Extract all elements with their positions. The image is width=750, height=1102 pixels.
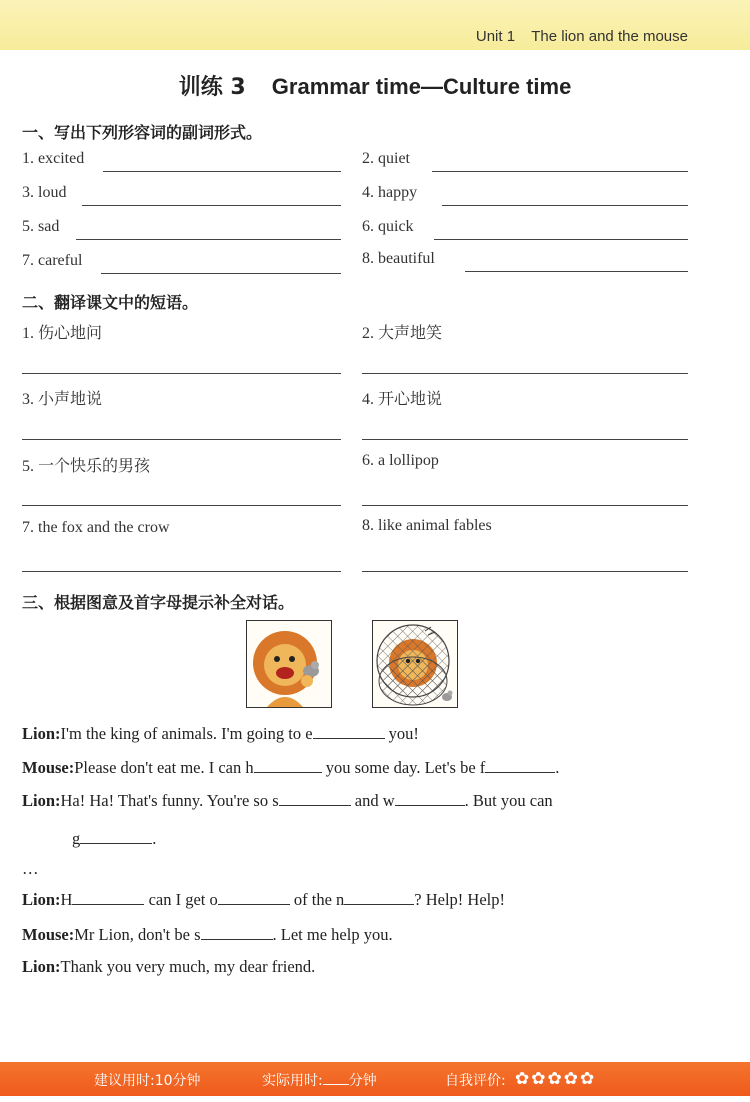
adjective-item: 6. quick <box>362 218 414 235</box>
lion-holding-mouse-picture <box>246 620 332 708</box>
flower-icon[interactable]: ✿ <box>563 1069 578 1089</box>
adjective-item: 2. quiet <box>362 150 410 167</box>
dialogue-line: Lion:I'm the king of animals. I'm going to e you! <box>22 724 419 743</box>
fill-blank[interactable] <box>279 791 351 806</box>
adjective-item: 1. excited <box>22 150 85 167</box>
phrase-item: 2. 大声地笑 <box>362 323 443 342</box>
flower-icon[interactable]: ✿ <box>515 1069 530 1089</box>
dialogue-line: Mouse:Please don't eat me. I can h you some day. Let's be f . <box>22 758 560 777</box>
section-3-heading: 三、根据图意及首字母提示补全对话。 <box>22 593 295 612</box>
speaker: Lion: <box>22 724 61 743</box>
unit-label: Unit 1 <box>475 28 516 45</box>
running-header <box>476 28 688 45</box>
dialogue-line: Lion:Thank you very much, my dear friend. <box>22 957 316 976</box>
phrase-item: 5. 一个快乐的男孩 <box>22 456 151 475</box>
answer-line[interactable] <box>442 205 688 206</box>
answer-line[interactable] <box>362 439 688 440</box>
adjective-item: 4. happy <box>362 184 418 201</box>
flower-icon[interactable]: ✿ <box>580 1069 595 1089</box>
speaker: Lion: <box>22 791 61 810</box>
lesson-topic: Grammar time—Culture time <box>271 74 572 99</box>
dialogue-line: Lion:Ha! Ha! That's funny. You're so s and w . But you can <box>22 791 553 810</box>
fill-blank[interactable] <box>485 758 555 773</box>
speaker: Mouse: <box>22 925 75 944</box>
fill-blank[interactable] <box>395 791 465 806</box>
adjective-item: 8. beautiful <box>362 250 435 267</box>
fill-blank[interactable] <box>201 925 273 940</box>
unit-title: The lion and the mouse <box>531 28 688 45</box>
phrase-item: 6. a lollipop <box>362 452 439 469</box>
section-2-heading: 二、翻译课文中的短语。 <box>22 293 199 312</box>
speaker: Mouse: <box>22 758 75 777</box>
answer-line[interactable] <box>101 273 341 274</box>
answer-line[interactable] <box>22 373 341 374</box>
lion-holding-mouse-icon <box>247 621 331 707</box>
actual-time-blank[interactable] <box>323 1072 349 1085</box>
answer-line[interactable] <box>434 239 688 240</box>
speaker: Lion: <box>22 957 61 976</box>
phrase-item: 7. the fox and the crow <box>22 519 170 536</box>
fill-blank[interactable] <box>254 758 322 773</box>
section-1-heading: 一、写出下列形容词的副词形式。 <box>22 123 263 142</box>
rating-stars[interactable] <box>515 1069 596 1089</box>
speaker: Lion: <box>22 890 61 909</box>
fill-blank[interactable] <box>344 890 414 905</box>
flower-icon[interactable]: ✿ <box>531 1069 546 1089</box>
dialogue-line: Mouse:Mr Lion, don't be s . Let me help you. <box>22 925 393 944</box>
self-eval-label: 自我评价: <box>445 1073 506 1089</box>
dialogue-line: Lion:H can I get o of the n ? Help! Help! <box>22 890 505 909</box>
fill-blank[interactable] <box>80 829 152 844</box>
suggested-time: 建议用时:10分钟 <box>94 1073 201 1089</box>
answer-line[interactable] <box>22 439 341 440</box>
ellipsis: … <box>22 859 39 878</box>
page-title <box>0 70 750 101</box>
phrase-item: 4. 开心地说 <box>362 389 443 408</box>
fill-blank[interactable] <box>218 890 290 905</box>
lion-in-net-icon <box>373 621 457 707</box>
answer-line[interactable] <box>465 271 688 272</box>
dialogue-line: g . <box>72 829 157 848</box>
phrase-item: 3. 小声地说 <box>22 389 103 408</box>
answer-line[interactable] <box>22 571 341 572</box>
phrase-item: 1. 伤心地问 <box>22 323 103 342</box>
answer-line[interactable] <box>22 505 341 506</box>
answer-line[interactable] <box>103 171 341 172</box>
fill-blank[interactable] <box>313 724 385 739</box>
answer-line[interactable] <box>362 373 688 374</box>
answer-line[interactable] <box>76 239 341 240</box>
answer-line[interactable] <box>82 205 341 206</box>
answer-line[interactable] <box>432 171 688 172</box>
actual-time: 实际用时: 分钟 <box>262 1073 377 1089</box>
phrase-item: 8. like animal fables <box>362 517 492 534</box>
lesson-number: 训练 3 <box>178 75 246 100</box>
adjective-item: 5. sad <box>22 218 60 235</box>
answer-line[interactable] <box>362 571 688 572</box>
adjective-item: 7. careful <box>22 252 83 269</box>
answer-line[interactable] <box>362 505 688 506</box>
lion-in-net-picture <box>372 620 458 708</box>
fill-blank[interactable] <box>72 890 144 905</box>
adjective-item: 3. loud <box>22 184 67 201</box>
footer-band <box>0 1062 750 1096</box>
flower-icon[interactable]: ✿ <box>547 1069 562 1089</box>
